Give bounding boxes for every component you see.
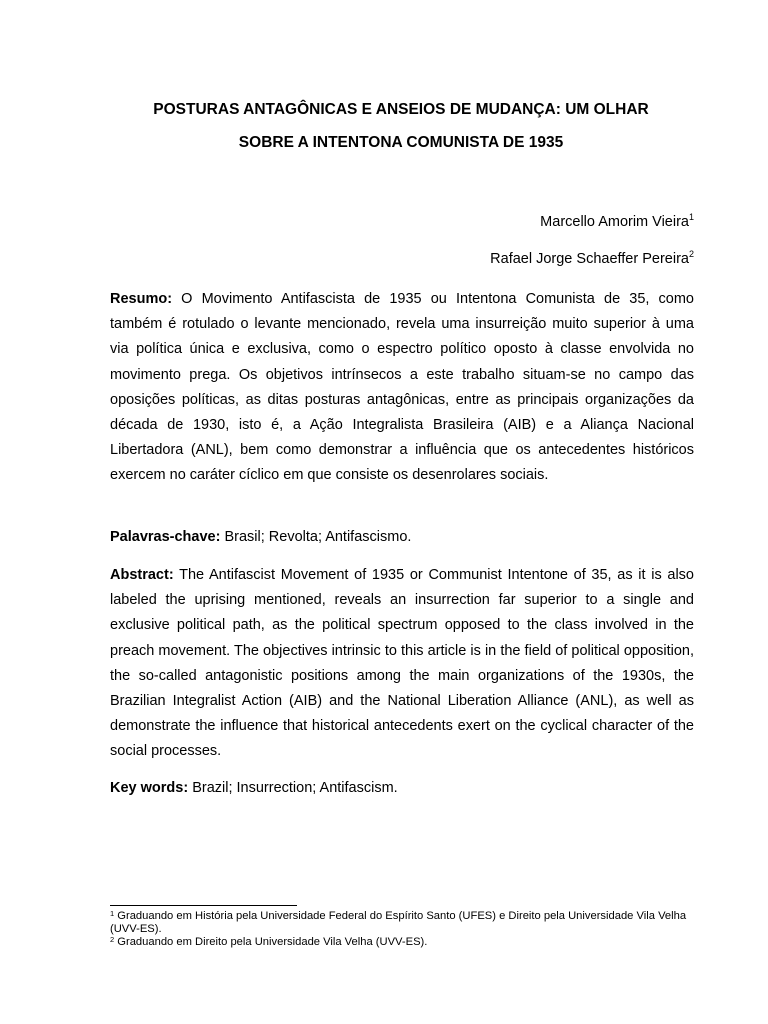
footnote-2-text: Graduando em Direito pela Universidade Vila Velha (UVV-ES). <box>114 935 428 948</box>
abstract-label: Abstract: <box>110 567 174 583</box>
palavras-chave-label: Palavras-chave: <box>110 529 221 545</box>
author-2-footnote-mark[interactable]: 2 <box>688 249 694 259</box>
resumo-text: O Movimento Antifascista de 1935 ou Intentona Comunista de 35, como também é rotulado o levante mencionado, revela uma insurreição muito superior à uma via política única e exclusiva, como o espectro político oposto à classe envolvida no movimento prega. Os objetivos intrínsecos a este trabalho situam-se no campo das oposições políticas, as ditas posturas antagônicas, entre as principais organizações da década de 1930, isto é, a Ação Integralista Brasileira (AIB) e a Aliança Nacional Libertadora (ANL), bem como demonstrar a influência que os antecedentes históricos exercem no caráter cíclico em que consiste os desenrolares sociais. <box>110 291 694 484</box>
paper-title-line-1: POSTURAS ANTAGÔNICAS E ANSEIOS DE MUDANÇA: UM OLHAR <box>153 101 649 118</box>
footnote-2-mark: 2 <box>110 934 115 944</box>
footnote-1 <box>110 910 694 936</box>
author-2-name: Rafael Jorge Schaeffer Pereira <box>490 251 689 267</box>
resumo-label: Resumo: <box>110 291 173 307</box>
author-1-name: Marcello Amorim Vieira <box>540 214 689 230</box>
palavras-chave-paragraph <box>110 525 694 550</box>
key-words-text: Brazil; Insurrection; Antifascism. <box>188 780 398 796</box>
author-2 <box>490 250 694 268</box>
resumo-paragraph <box>110 287 694 489</box>
footnote-2 <box>110 936 694 949</box>
paper-title <box>100 93 702 159</box>
key-words-paragraph <box>110 776 694 801</box>
author-1 <box>540 213 694 231</box>
paper-title-line-2: SOBRE A INTENTONA COMUNISTA DE 1935 <box>238 134 564 151</box>
footnotes <box>110 910 694 948</box>
footnote-1-mark: 1 <box>110 909 115 918</box>
author-1-footnote-mark[interactable]: 1 <box>688 212 694 222</box>
footnote-divider <box>110 905 297 906</box>
key-words-label: Key words: <box>110 780 189 796</box>
footnote-1-text: Graduando em História pela Universidade Federal do Espírito Santo (UFES) e Direito pela Universidade Vila Velha (UVV-ES). <box>110 910 687 935</box>
palavras-chave-text: Brasil; Revolta; Antifascismo. <box>220 529 412 545</box>
abstract-paragraph <box>110 563 694 765</box>
abstract-text: The Antifascist Movement of 1935 or Communist Intentone of 35, as it is also labeled the uprising mentioned, reveals an insurrection far superior to a single and exclusive political path, as the political spectrum opposed to the class involved in the preach movement. The objectives intrinsic to this article is in the field of political opposition, the so-called antagonistic positions among the main organizations of the 1930s, the Brazilian Integralist Action (AIB) and the National Liberation Alliance (ANL), as well as demonstrate the influence that historical antecedents exert on the cyclical character of the social processes. <box>110 567 694 760</box>
